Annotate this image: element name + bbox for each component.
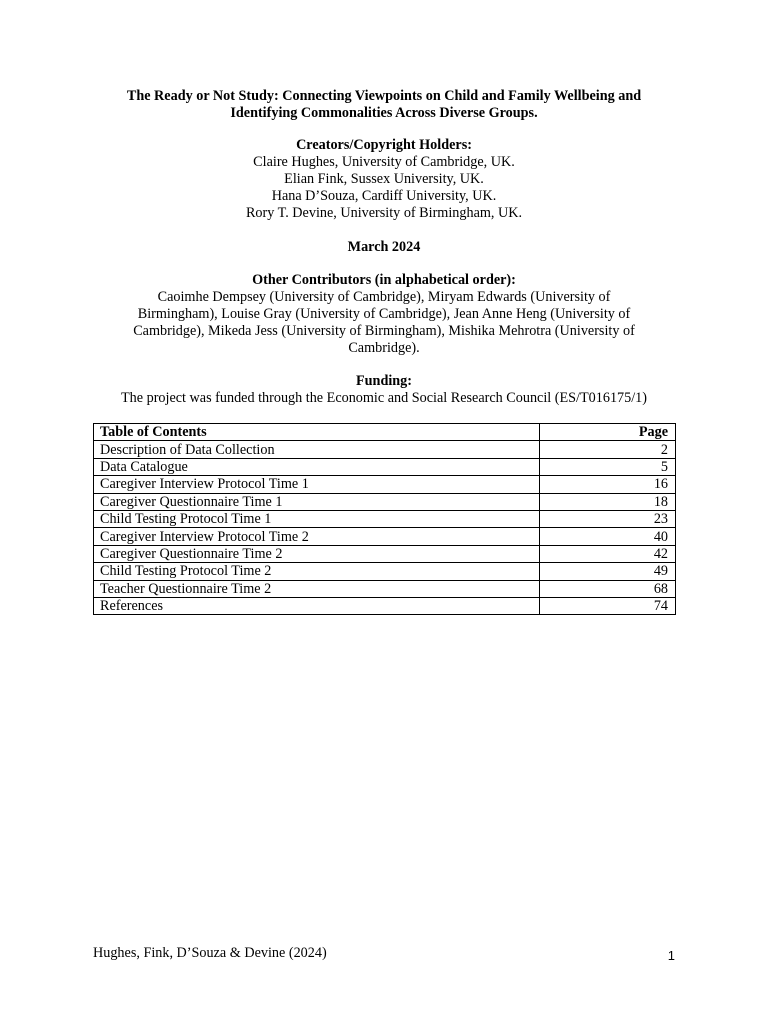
toc-row (94, 458, 676, 475)
toc-row-label: References (94, 597, 540, 614)
toc-row-page: 68 (540, 580, 676, 597)
toc-row-page: 16 (540, 476, 676, 493)
title-line-1: The Ready or Not Study: Connecting Viewpoints on Child and Family Wellbeing and (126, 88, 642, 104)
toc-row (94, 528, 676, 545)
footer-page-number: 1 (667, 948, 675, 963)
table-of-contents (93, 423, 676, 615)
contributors-line-3: Cambridge), Mikeda Jess (University of Birmingham), Mishika Mehrotra (University of (133, 323, 635, 339)
toc-row (94, 493, 676, 510)
toc-row (94, 545, 676, 562)
toc-row-label: Description of Data Collection (94, 441, 540, 458)
toc-row-label: Caregiver Interview Protocol Time 2 (94, 528, 540, 545)
contributors-line-2: Birmingham), Louise Gray (University of Cambridge), Jean Anne Heng (University of (137, 306, 631, 322)
contributors-line-4: Cambridge). (348, 340, 420, 356)
toc-row-page: 23 (540, 510, 676, 527)
toc-row-page: 49 (540, 563, 676, 580)
title-line-2: Identifying Commonalities Across Diverse Groups. (230, 105, 538, 121)
contributors-line-1: Caoimhe Dempsey (University of Cambridge), Miryam Edwards (University of (157, 289, 611, 305)
toc-row-label: Child Testing Protocol Time 1 (94, 510, 540, 527)
toc-row-label: Caregiver Interview Protocol Time 1 (94, 476, 540, 493)
creator-1: Claire Hughes, University of Cambridge, UK. (253, 154, 515, 170)
toc-row-page: 74 (540, 597, 676, 614)
date-text: March 2024 (347, 239, 421, 255)
funding-text: The project was funded through the Economic and Social Research Council (ES/T016175/1) (121, 390, 647, 406)
toc-row-page: 5 (540, 458, 676, 475)
toc-row-label: Caregiver Questionnaire Time 2 (94, 545, 540, 562)
creator-4: Rory T. Devine, University of Birmingham, UK. (245, 205, 523, 221)
toc-row-label: Data Catalogue (94, 458, 540, 475)
toc-row-label: Caregiver Questionnaire Time 1 (94, 493, 540, 510)
toc-row (94, 597, 676, 614)
creators-section (90, 137, 678, 222)
toc-row (94, 510, 676, 527)
contributors-section (90, 272, 678, 357)
toc-row-page: 42 (540, 545, 676, 562)
creators-heading: Creators/Copyright Holders: (296, 137, 472, 153)
toc-row-page: 2 (540, 441, 676, 458)
toc-row (94, 580, 676, 597)
toc-row (94, 441, 676, 458)
toc-row (94, 476, 676, 493)
publication-date (90, 239, 678, 256)
toc-header-page: Page (540, 424, 676, 441)
toc-header-label: Table of Contents (94, 424, 540, 441)
creator-3: Hana D’Souza, Cardiff University, UK. (271, 188, 497, 204)
footer-citation: Hughes, Fink, D’Souza & Devine (2024) (93, 945, 327, 961)
toc-row (94, 563, 676, 580)
creator-2: Elian Fink, Sussex University, UK. (284, 171, 484, 187)
toc-row-label: Teacher Questionnaire Time 2 (94, 580, 540, 597)
toc-row-page: 18 (540, 493, 676, 510)
toc-row-label: Child Testing Protocol Time 2 (94, 563, 540, 580)
document-title (90, 88, 678, 122)
funding-section (90, 373, 678, 407)
toc-header-row (94, 424, 676, 441)
funding-heading: Funding: (356, 373, 412, 389)
toc-row-page: 40 (540, 528, 676, 545)
contributors-heading: Other Contributors (in alphabetical order): (252, 272, 516, 288)
